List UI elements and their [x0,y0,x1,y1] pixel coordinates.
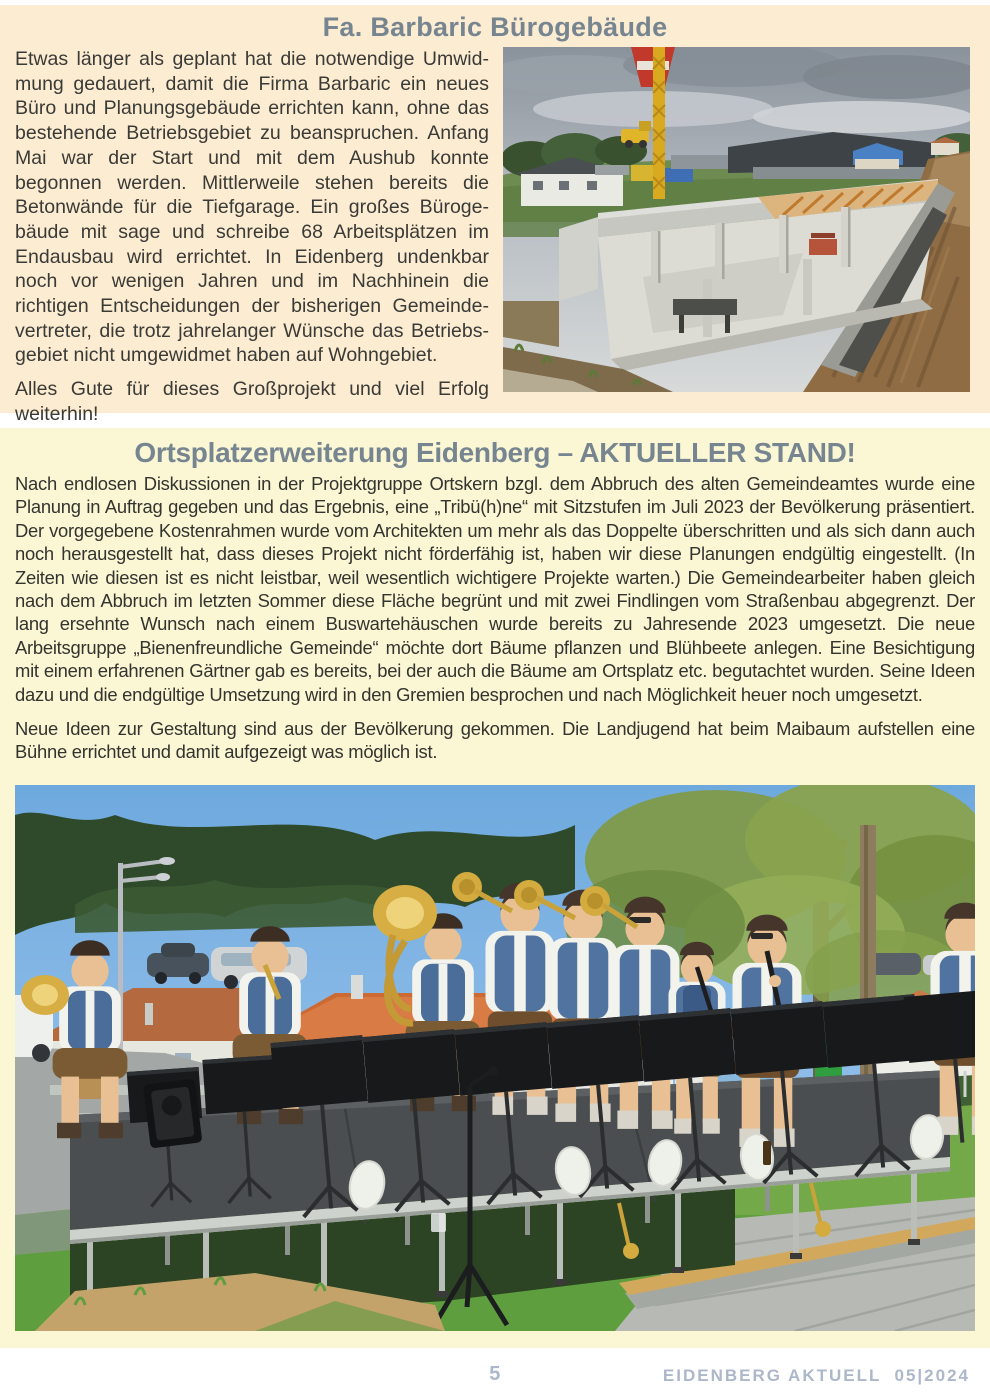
issue-label: EIDENBERG AKTUELL 05|2024 [662,1366,970,1385]
section-ortsplatz-title: Ortsplatzerweiterung Eidenberg – AKTUELLER STAND! [134,437,856,468]
section-barbaric [0,5,990,425]
paragraph: Neue Ideen zur Gestaltung sind aus der Bevölkerung gekommen. Die Landjugend hat beim Maibaum aufstellen eine Bühne errichtet und damit aufgezeigt was möglich ist. [15,718,975,763]
paragraph: Alles Gute für dieses Großprojekt und viel Erfolg weiterhin! [15,378,489,425]
band-photo [15,785,975,1331]
glass-jar [431,1213,446,1232]
page-number: 5 [489,1363,501,1385]
section-barbaric-text-column [15,47,489,436]
page-footer [0,1348,990,1400]
construction-site-photo [503,47,970,392]
section-ortsplatz [0,428,990,1348]
section-ortsplatz-text [15,472,975,775]
section-barbaric-title: Fa. Barbaric Bürogebäude [322,12,668,42]
beer-bottle [763,1141,771,1165]
paragraph: Nach endlosen Diskussionen in der Projektgruppe Ortskern bzgl. dem Abbruch des alten Gemeindeamtes wurde eine Planung in Auftrag gegeben und das Ergebnis, eine „Tribü(h)ne“ mit Sitzstufen im Juli 2023 der Bevölkerung präsentiert. Der vorgegebene Kostenrahmen wurde vom Architekten um mehr als das Doppelte überschritten und als sich dann auch noch herausgestellt hat, dass dieses Projekt nicht förderfähig ist, haben wir diese Planungen endgültig eingestellt. (In Zeiten wie diesen ist es nicht leistbar, weil wesentlich wichtigere Projekte warten.) Die Gemeindearbeiter haben gleich nach dem Abbruch im letzten Sommer diese Fläche begrünt und mit zwei Findlingen vom Straßenbau abgegrenzt. Der lang ersehnte Wunsch nach einem Buswartehäuschen wurde bereits zu Jahresende 2023 umgesetzt. Die neue Arbeitsgruppe „Bienenfreundliche Gemeinde“ möchte dort Bäume pflanzen und Blühbeete anlegen. Eine Besichtigung mit einem erfahrenen Gärtner gab es bereits, bei der auch die Bäume am Ortsplatz etc. begutachtet wurden. Seine Ideen dazu und die endgültige Umsetzung wird in den Gremien besprochen und nach Möglichkeit heuer noch umgesetzt. [15,473,975,705]
construction-photo-illustration [503,47,970,392]
speaker [143,1079,202,1149]
paragraph: Etwas länger als geplant hat die notwendige Umwidmung gedauert, damit die Firma Barbaric ein neues Büro und Planungsgebäude errichten kann, ohne das bestehende Betriebsgebiet zu beanspruchen. Anfang Mai war der Start und mit dem Aushub konnte begonnen werden. Mittlerweile stehen bereits die Betonwände für die Tiefgarage. Ein großes Bürogebäude mit sage und schreibe 68 Arbeitsplätzen im Endausbau wird errichtet. In Eidenberg undenkbar noch vor wenigen Jahren und im Nachhinein die richtigen Entscheidungen der bisherigen Gemeindevertreter, die trotz jahrelanger Wünsche das Betriebsgebiet nicht umgewidmet haben auf Wohngebiet. [15,48,489,367]
band-photo-illustration [15,785,975,1331]
